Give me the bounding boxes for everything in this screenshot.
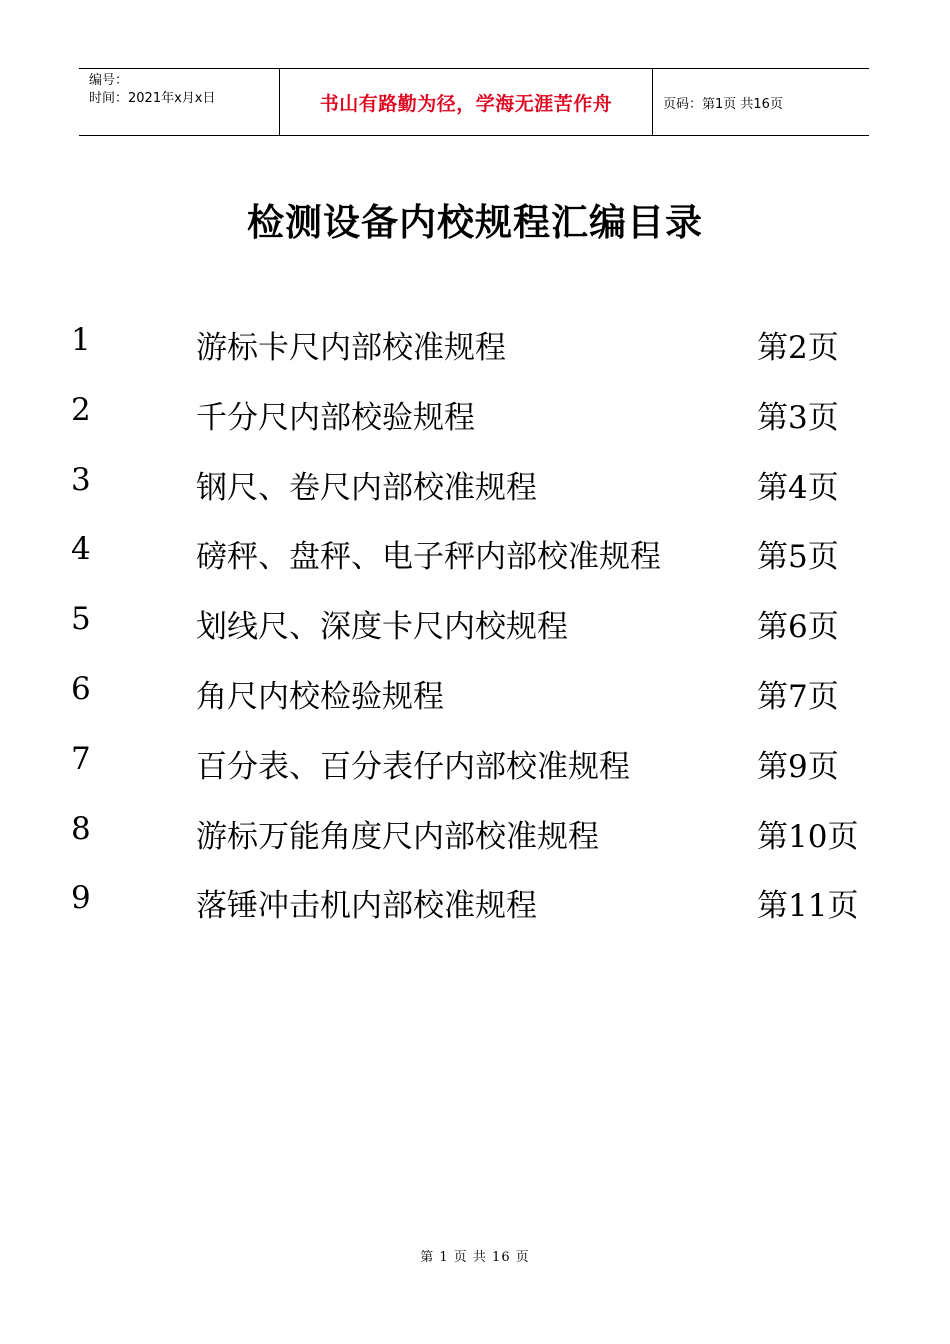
toc-item-title: 钢尺、卷尺内部校准规程 — [196, 469, 537, 506]
toc-item-number: 7 — [71, 740, 91, 777]
toc-item — [0, 601, 950, 671]
toc-item-title: 千分尺内部校验规程 — [196, 399, 475, 436]
toc-item-title: 划线尺、深度卡尺内校规程 — [196, 609, 568, 646]
toc-item-page: 第3页 — [757, 399, 839, 436]
toc-item-title: 落锤冲击机内部校准规程 — [196, 888, 537, 925]
toc-item — [0, 671, 950, 741]
toc-item-page: 第7页 — [757, 678, 839, 715]
toc-item — [0, 741, 950, 811]
toc-item — [0, 531, 950, 601]
toc-item — [0, 322, 950, 392]
toc-item — [0, 462, 950, 532]
toc-item — [0, 811, 950, 881]
page-footer: 第 1 页 共 16 页 — [420, 1250, 530, 1265]
toc-item-page: 第10页 — [757, 818, 859, 855]
header-motto: 书山有路勤为径，学海无涯苦作舟 — [280, 69, 653, 135]
table-of-contents — [0, 322, 950, 950]
header-number-label: 编号： — [89, 73, 129, 88]
document-title: 检测设备内校规程汇编目录 — [247, 200, 703, 244]
toc-item-page: 第9页 — [757, 748, 839, 785]
toc-item-title: 磅秤、盘秤、电子秤内部校准规程 — [196, 539, 661, 576]
toc-item-page: 第5页 — [757, 539, 839, 576]
toc-item-number: 6 — [71, 670, 91, 707]
toc-item-title: 角尺内校检验规程 — [196, 678, 444, 715]
toc-item-title: 百分表、百分表仔内部校准规程 — [196, 748, 630, 785]
page-header — [79, 68, 869, 136]
toc-item-number: 1 — [71, 322, 91, 358]
toc-item-page: 第11页 — [757, 888, 859, 925]
toc-item — [0, 392, 950, 462]
toc-item-number: 8 — [71, 810, 91, 847]
toc-item-page: 第2页 — [757, 330, 839, 366]
header-page-info: 页码：第1页 共16页 — [663, 96, 783, 112]
toc-item-number: 2 — [71, 391, 91, 428]
toc-item-title: 游标卡尺内部校准规程 — [196, 330, 506, 366]
toc-item-number: 9 — [71, 880, 91, 917]
toc-item-title: 游标万能角度尺内部校准规程 — [196, 818, 599, 855]
toc-item-number: 4 — [71, 531, 91, 568]
header-meta — [79, 69, 280, 135]
toc-item-page: 第6页 — [757, 609, 839, 646]
toc-item-page: 第4页 — [757, 469, 839, 506]
header-time-label: 时间：2021年x月x日 — [89, 91, 216, 106]
toc-item — [0, 880, 950, 950]
toc-item-number: 5 — [71, 601, 91, 638]
toc-item-number: 3 — [71, 461, 91, 498]
